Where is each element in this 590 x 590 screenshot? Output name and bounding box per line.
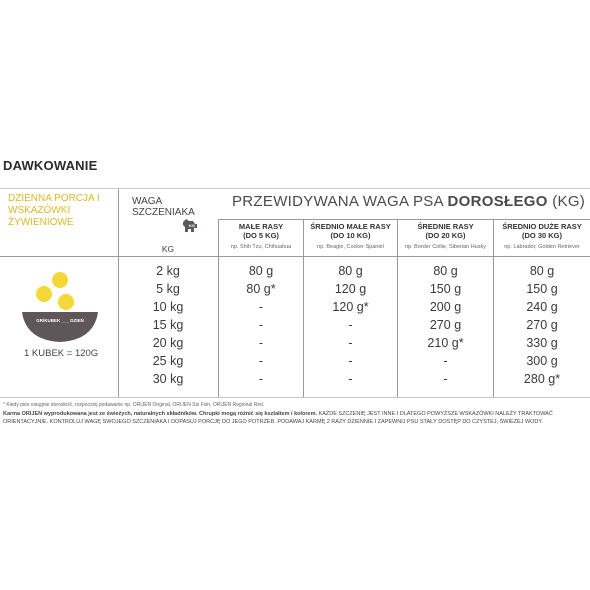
dosage-cell: 120 g — [334, 282, 367, 296]
breed-name: ŚREDNIO DUŻE RASY — [502, 222, 582, 231]
puppy-weight-header: WAGA SZCZENIAKA — [132, 196, 195, 218]
breed-column-medium-large — [494, 223, 590, 250]
dosage-cell: 240 g — [526, 300, 558, 314]
breed-examples: np. Beagle, Cocker Spaniel — [317, 244, 384, 250]
dosage-cell: - — [348, 318, 353, 332]
dosage-cell: - — [258, 354, 264, 368]
table-divider — [0, 256, 590, 257]
dosage-cell: 80 g — [248, 264, 274, 278]
puppy-weight-cell: 20 kg — [152, 336, 184, 350]
dosage-cell: - — [348, 336, 353, 350]
feeding-note-bold: Karma ORIJEN wyprodukowana jest ze świeżych, naturalnych składników. Chrupki mogą różnić się kształtem i kolorem. — [3, 411, 317, 417]
puppy-weight-cell: 2 kg — [156, 264, 180, 278]
breed-examples: np. Labrador, Golden Retriever — [504, 244, 580, 250]
dosage-cell: 270 g — [429, 318, 462, 332]
dosage-cell: 80 g — [338, 264, 363, 278]
dosage-cell: 270 g — [526, 318, 558, 332]
puppy-weight-cell: 30 kg — [152, 372, 184, 386]
puppy-weight-cell: 10 kg — [152, 300, 184, 314]
page-title: DAWKOWANIE — [3, 158, 98, 173]
breed-range: (DO 10 KG) — [330, 230, 371, 240]
dosage-cell: - — [443, 372, 448, 386]
breed-name: ŚREDNIO MAŁE RASY — [310, 222, 391, 231]
dosage-cell: 210 g* — [427, 336, 464, 350]
breed-name: MAŁE RASY — [238, 222, 284, 231]
breed-name: ŚREDNIE RASY — [417, 222, 474, 231]
kg-column-header: KG — [161, 244, 175, 254]
header-suffix: (KG) — [552, 193, 586, 210]
dosage-cell: - — [443, 354, 448, 368]
dosage-cell: 300 g — [526, 354, 558, 368]
bowl-label: GR/KUBEK ___ DZIEŃ — [36, 318, 84, 323]
dosage-cell: 120 g* — [332, 300, 369, 314]
table-divider — [0, 188, 590, 189]
header-bold: DOROSŁEGO — [447, 193, 548, 210]
puppy-icon — [180, 216, 200, 236]
cup-equivalent: 1 KUBEK = 120G — [24, 348, 99, 359]
header-prefix: PRZEWIDYWANA WAGA PSA — [232, 193, 444, 210]
breed-examples: np. Border Collie, Siberian Husky — [404, 244, 486, 250]
dosage-cell: 200 g — [429, 300, 462, 314]
puppy-icon-unit: KG — [189, 223, 195, 228]
breed-column-small — [219, 223, 303, 250]
table-divider — [0, 397, 590, 398]
dosage-cell: - — [348, 354, 353, 368]
puppy-weight-cell: 25 kg — [152, 354, 184, 368]
feeding-note — [3, 410, 587, 426]
puppy-weight-cell: 5 kg — [156, 282, 180, 296]
dosage-cell: 80 g — [433, 264, 458, 278]
footnote: * Kiedy pies osiągnie dorosłość, rozpocznij podawanie np. ORIJEN Original, ORIJEN Six Fish, ORIJEN Regional Red. — [3, 402, 265, 408]
dosage-cell: 150 g — [526, 282, 558, 296]
dosage-cell: 150 g — [429, 282, 462, 296]
daily-portion-label: DZIENNA PORCJA I WSKAZÓWKI ŻYWIENIOWE — [8, 193, 100, 228]
breed-range: (DO 30 KG) — [521, 230, 562, 240]
dosage-cell: 330 g — [526, 336, 558, 350]
dosage-cell: 80 g* — [246, 282, 276, 296]
breed-examples: np. Shih Tzu, Chihuahua — [230, 244, 292, 250]
dosage-cell: 80 g — [529, 264, 555, 278]
puppy-weight-cell: 15 kg — [152, 318, 184, 332]
breed-range: (DO 20 KG) — [425, 230, 466, 240]
dosage-cell: - — [258, 336, 264, 350]
breed-range: (DO 5 KG) — [243, 230, 279, 240]
bowl-illustration — [0, 266, 120, 346]
dosage-cell: - — [258, 300, 264, 314]
table-divider — [219, 219, 590, 220]
dosage-cell: - — [258, 372, 264, 386]
feeding-note-rest: KAŻDE SZCZENIĘ JEST INNE I DLATEGO POWYŻSZE WSKAZÓWKI NALEŻY TRAKTOWAĆ ORIENTACYJNIE. KONTROLUJ WAGĘ SWOJEGO SZCZENIAKA I DOPASUJ PORCJĘ DO JEGO POTRZEB. PODAWAJ KARMĘ 2 RAZY DZIENNIE I ZAPEWNIJ PSU STAŁY DOSTĘP DO CZYSTEJ, ŚWIEŻEJ WODY. — [3, 411, 553, 425]
breed-column-small-medium — [304, 223, 397, 250]
dosage-cell: - — [258, 318, 264, 332]
dosage-cell: - — [348, 372, 353, 386]
breed-column-medium — [398, 223, 493, 250]
dosage-cell: 280 g* — [523, 372, 561, 386]
adult-weight-header — [232, 193, 585, 210]
food-bowl-icon — [0, 266, 120, 346]
